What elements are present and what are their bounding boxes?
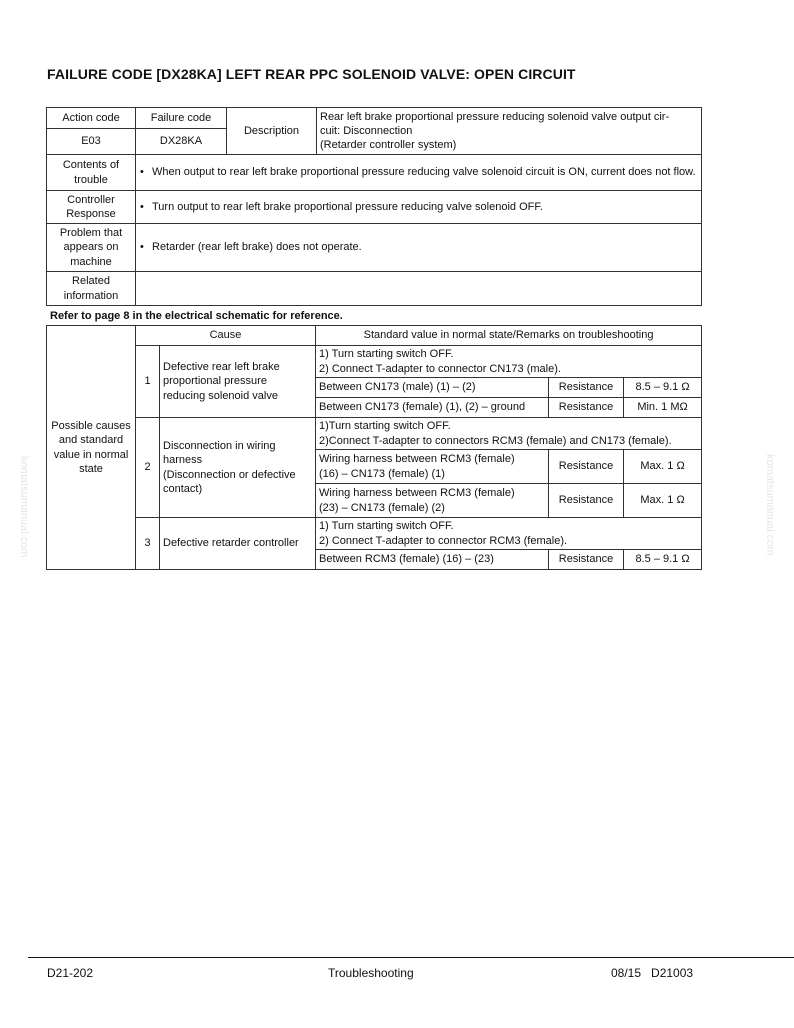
measurement-value: Min. 1 MΩ <box>624 398 702 418</box>
info-row-contents <box>47 155 702 191</box>
measurement-location: Between CN173 (male) (1) – (2) <box>316 378 549 398</box>
possible-causes-table <box>46 325 702 570</box>
cause-number: 3 <box>136 518 160 570</box>
measurement-item: Resistance <box>549 398 624 418</box>
failure-info-table <box>46 107 702 306</box>
row-label: Contents of trouble <box>47 155 136 191</box>
procedure-steps: 1) Turn starting switch OFF. 2) Connect T-adapter to connector RCM3 (female). <box>316 518 702 550</box>
row-text: • When output to rear left brake proportional pressure reducing valve solenoid circuit is ON, current does not flow. <box>136 155 702 191</box>
cause-number: 2 <box>136 418 160 518</box>
measurement-item: Resistance <box>549 450 624 484</box>
measurement-value: Max. 1 Ω <box>624 484 702 518</box>
footer-divider <box>28 957 794 958</box>
measurement-value: Max. 1 Ω <box>624 450 702 484</box>
footer-section: Troubleshooting <box>328 966 414 980</box>
measurement-item: Resistance <box>549 378 624 398</box>
row-text: • Retarder (rear left brake) does not operate. <box>136 224 702 272</box>
standard-value-header: Standard value in normal state/Remarks on troubleshooting <box>316 326 702 346</box>
failure-code-value: DX28KA <box>136 129 227 155</box>
cause-number: 1 <box>136 346 160 418</box>
failure-code-label: Failure code <box>136 108 227 129</box>
procedure-steps: 1) Turn starting switch OFF. 2) Connect T-adapter to connector CN173 (male). <box>316 346 702 378</box>
info-row-response <box>47 191 702 224</box>
cause-description: Defective rear left brake proportional pressure reducing solenoid valve <box>160 346 316 418</box>
description-label: Description <box>227 108 317 155</box>
procedure-steps: 1)Turn starting switch OFF. 2)Connect T-adapter to connectors RCM3 (female) and CN173 (female). <box>316 418 702 450</box>
footer-doc-code: 08/15 D21003 <box>611 966 694 980</box>
row-text: • Turn output to rear left brake proportional pressure reducing valve solenoid OFF. <box>136 191 702 224</box>
possible-causes-label: Possible causes and standard value in normal state <box>47 326 136 570</box>
measurement-item: Resistance <box>549 484 624 518</box>
row-text <box>136 272 702 306</box>
cause-description: Disconnection in wiring harness (Disconnection or defective contact) <box>160 418 316 518</box>
measurement-location: Between RCM3 (female) (16) – (23) <box>316 550 549 570</box>
info-row-related <box>47 272 702 306</box>
row-label: Controller Response <box>47 191 136 224</box>
row-label: Problem that appears on machine <box>47 224 136 272</box>
measurement-location: Wiring harness between RCM3 (female) (16) – CN173 (female) (1) <box>316 450 549 484</box>
description-text: Rear left brake proportional pressure reducing solenoid valve output cir- cuit: Disconnection (Retarder controller system) <box>317 108 702 155</box>
info-row-problem <box>47 224 702 272</box>
measurement-location: Between CN173 (female) (1), (2) – ground <box>316 398 549 418</box>
page-title: FAILURE CODE [DX28KA] LEFT REAR PPC SOLENOID VALVE: OPEN CIRCUIT <box>47 66 576 82</box>
cause-description: Defective retarder controller <box>160 518 316 570</box>
cause-header: Cause <box>136 326 316 346</box>
measurement-location: Wiring harness between RCM3 (female) (23) – CN173 (female) (2) <box>316 484 549 518</box>
measurement-value: 8.5 – 9.1 Ω <box>624 550 702 570</box>
watermark-left: komatsumanual.com <box>18 456 30 558</box>
measurement-value: 8.5 – 9.1 Ω <box>624 378 702 398</box>
measurement-item: Resistance <box>549 550 624 570</box>
footer-page-number: D21-202 <box>47 966 94 980</box>
reference-note: Refer to page 8 in the electrical schematic for reference. <box>50 310 343 322</box>
row-label: Related information <box>47 272 136 306</box>
watermark-right: komatsumanual.com <box>764 454 776 556</box>
action-code-value: E03 <box>47 129 136 155</box>
action-code-label: Action code <box>47 108 136 129</box>
